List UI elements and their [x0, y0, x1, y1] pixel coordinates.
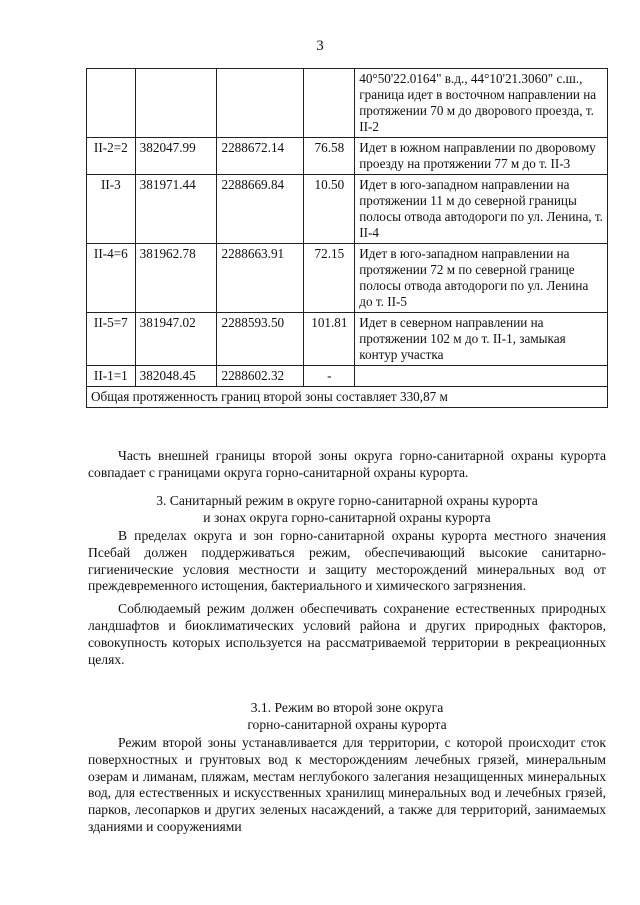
section-3-1-heading: [88, 700, 606, 734]
length-cell: 72.15: [304, 244, 355, 313]
section-3-heading-line-2: и зонах округа горно-санитарной охраны курорта: [203, 509, 491, 525]
y-coordinate-cell: [217, 69, 304, 138]
table-row: [87, 366, 608, 387]
table-row: [87, 244, 608, 313]
x-coordinate-cell: 381947.02: [135, 313, 217, 366]
table-body: [87, 69, 608, 387]
description-cell: 40°50'22.0164" в.д., 44°10'21.3060" с.ш., граница идет в восточном направлении на протяжении 70 м до дворового проезда, т. II-2: [355, 69, 608, 138]
section-3-heading: [88, 493, 606, 527]
point-cell: II-4=6: [87, 244, 136, 313]
point-cell: II-5=7: [87, 313, 136, 366]
description-cell: Идет в северном направлении на протяжении 102 м до т. II-1, замыкая контур участка: [355, 313, 608, 366]
paragraph-boundary-coincidence: [88, 448, 606, 482]
total-length-cell: Общая протяженность границ второй зоны составляет 330,87 м: [87, 387, 608, 408]
section-3-1-heading-line-1: 3.1. Режим во второй зоне округа: [250, 700, 444, 715]
page-number: 3: [316, 38, 324, 54]
x-coordinate-cell: 382047.99: [135, 138, 217, 175]
section-3-body: [88, 528, 606, 668]
description-cell: Идет в южном направлении по дворовому проезду на протяжении 77 м до т. II-3: [355, 138, 608, 175]
section-3-1-heading-line-2: горно-санитарной охраны курорта: [247, 716, 447, 732]
section-3-paragraph-2: Соблюдаемый режим должен обеспечивать сохранение естественных природных ландшафтов и биоклиматических условий района и других природных факторов, совокупность которых используется на рассматриваемой территории в рекреационных целях.: [88, 601, 606, 667]
length-cell: -: [304, 366, 355, 387]
table-total-row: [87, 387, 608, 408]
x-coordinate-cell: [135, 69, 217, 138]
y-coordinate-cell: 2288669.84: [217, 175, 304, 244]
table-row: [87, 313, 608, 366]
length-cell: 76.58: [304, 138, 355, 175]
length-cell: 10.50: [304, 175, 355, 244]
table-row: [87, 138, 608, 175]
section-3-1-body: [88, 735, 606, 836]
x-coordinate-cell: 382048.45: [135, 366, 217, 387]
description-cell: Идет в юго-западном направлении на протяжении 11 м до северной границы полосы отвода автодороги по ул. Ленина, т. II-4: [355, 175, 608, 244]
boundary-coordinates-table: [86, 68, 608, 408]
y-coordinate-cell: 2288593.50: [217, 313, 304, 366]
y-coordinate-cell: 2288672.14: [217, 138, 304, 175]
section-3-paragraph-1: В пределах округа и зон горно-санитарной охраны курорта местного значения Псебай должен поддерживаться режим, обеспечивающий высокие санитарно-гигиенические условия местности и защиту месторождений минеральных вод от преждевременного истощения, бактериального и химического загрязнения.: [88, 528, 606, 594]
length-cell: [304, 69, 355, 138]
description-cell: [355, 366, 608, 387]
point-cell: [87, 69, 136, 138]
table-row: [87, 175, 608, 244]
description-cell: Идет в юго-западном направлении на протяжении 72 м по северной границе полосы отвода автодороги по ул. Ленина до т. II-5: [355, 244, 608, 313]
y-coordinate-cell: 2288663.91: [217, 244, 304, 313]
paragraph-text: Часть внешней границы второй зоны округа горно-санитарной охраны курорта совпадает с границами округа горно-санитарной охраны курорта.: [88, 448, 606, 480]
length-cell: 101.81: [304, 313, 355, 366]
y-coordinate-cell: 2288602.32: [217, 366, 304, 387]
point-cell: II-2=2: [87, 138, 136, 175]
x-coordinate-cell: 381971.44: [135, 175, 217, 244]
table-row: [87, 69, 608, 138]
point-cell: II-3: [87, 175, 136, 244]
section-3-1-paragraph-1: Режим второй зоны устанавливается для территории, с которой происходит сток поверхностных и грунтовых вод к месторождениям лечебных грязей, минеральным озерам и лиманам, пляжам, местам неглубокого залегания незащищенных минеральных вод, для естественных и искусственных хранилищ минеральных вод и лечебных грязей, парков, лесопарков и других зеленых насаждений, а также для территорий, занимаемых зданиями и сооружениями: [88, 735, 606, 834]
x-coordinate-cell: 381962.78: [135, 244, 217, 313]
point-cell: II-1=1: [87, 366, 136, 387]
section-3-heading-line-1: 3. Санитарный режим в округе горно-санитарной охраны курорта: [156, 493, 538, 508]
